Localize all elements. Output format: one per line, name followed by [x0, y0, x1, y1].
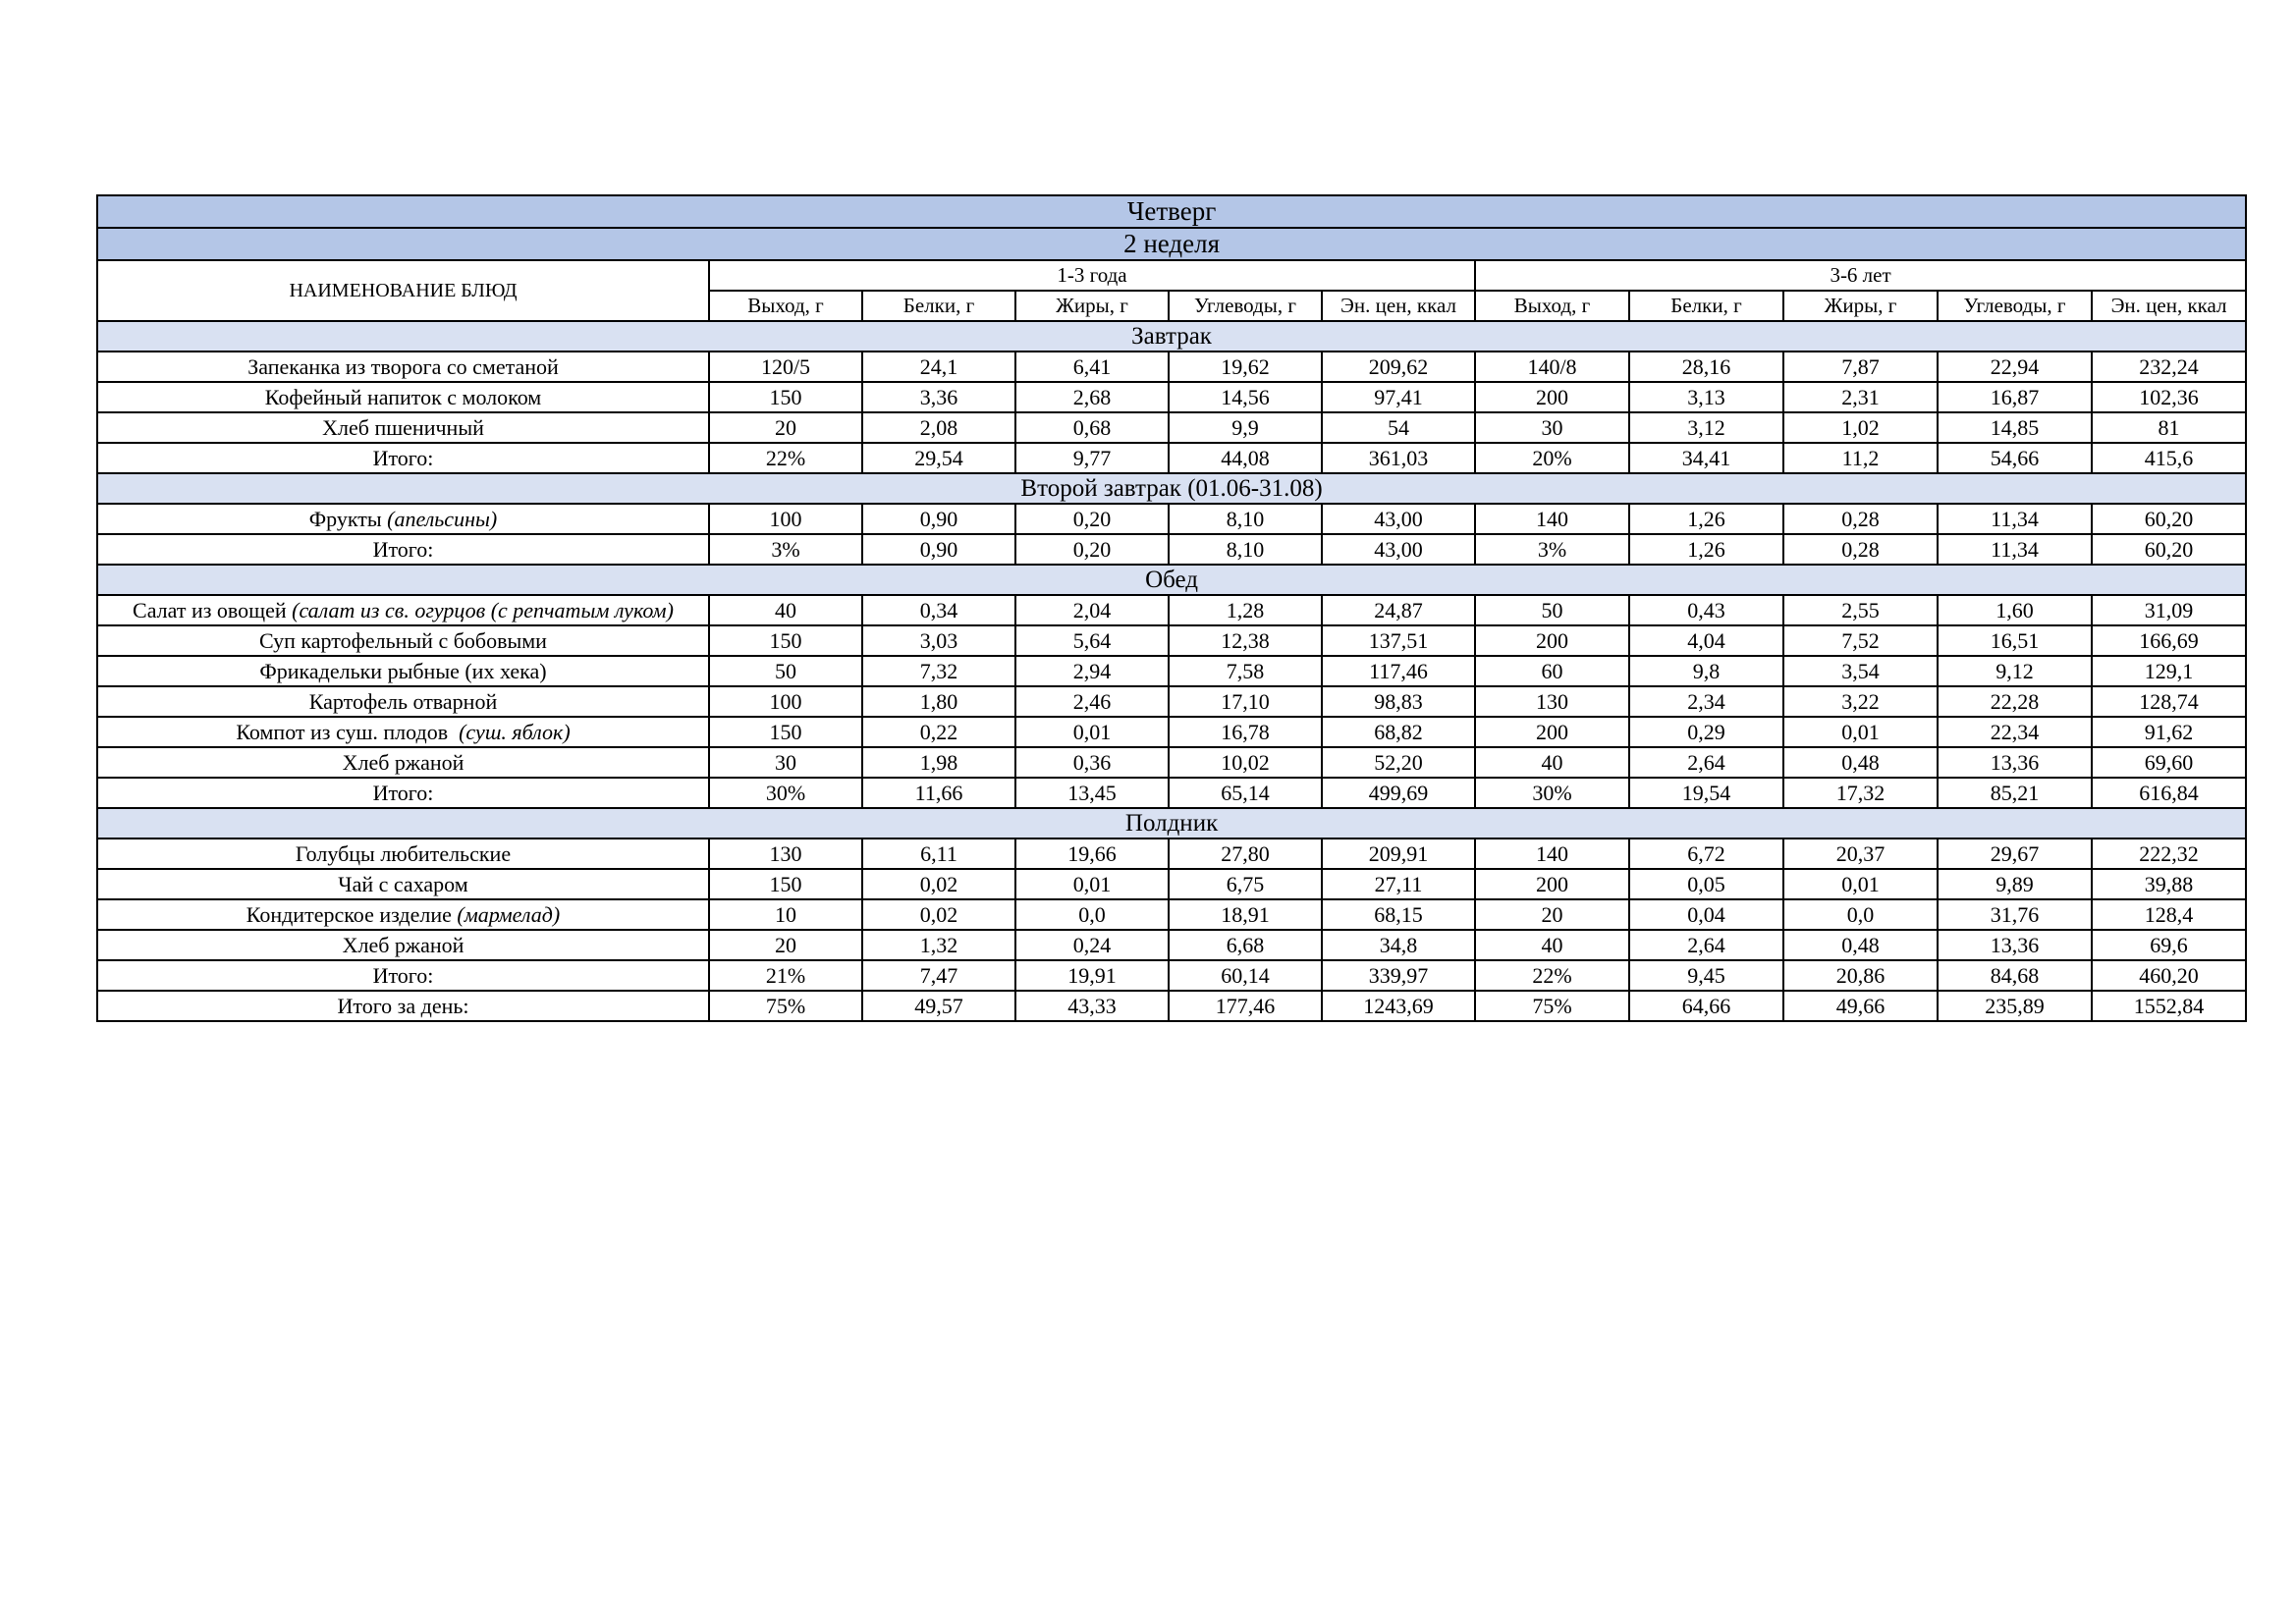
value-cell: 2,68: [1015, 382, 1169, 412]
value-cell: 11,2: [1783, 443, 1938, 473]
dish-name: Кондитерское изделие: [246, 901, 458, 927]
value-cell: 91,62: [2092, 717, 2246, 747]
dish-name-cell: [97, 747, 709, 778]
week-title: 2 неделя: [97, 228, 2246, 260]
yield-cell: 21%: [709, 960, 862, 991]
value-cell: 1,26: [1629, 504, 1783, 534]
dish-row: [97, 869, 2246, 899]
dish-row: [97, 839, 2246, 869]
subtotal-row: [97, 534, 2246, 565]
subtotal-row: [97, 778, 2246, 808]
yield-cell: 50: [709, 656, 862, 686]
value-cell: 1,98: [862, 747, 1015, 778]
subtotal-label: Итого:: [97, 534, 709, 565]
value-cell: 27,80: [1169, 839, 1322, 869]
yield-cell: 22%: [709, 443, 862, 473]
subtotal-label: Итого:: [97, 960, 709, 991]
value-cell: 39,88: [2092, 869, 2246, 899]
value-cell: 0,68: [1015, 412, 1169, 443]
yield-cell: 140: [1475, 839, 1629, 869]
value-cell: 6,75: [1169, 869, 1322, 899]
column-header-energy: Эн. цен, ккал: [1322, 291, 1475, 321]
value-cell: 8,10: [1169, 534, 1322, 565]
value-cell: 44,08: [1169, 443, 1322, 473]
value-cell: 22,94: [1938, 352, 2092, 382]
value-cell: 1,32: [862, 930, 1015, 960]
column-header-yield: Выход, г: [1475, 291, 1629, 321]
value-cell: 11,66: [862, 778, 1015, 808]
dish-note: (суш. яблок): [459, 719, 571, 744]
dish-name-header: НАИМЕНОВАНИЕ БЛЮД: [97, 260, 709, 321]
yield-cell: 200: [1475, 382, 1629, 412]
yield-cell: 140: [1475, 504, 1629, 534]
value-cell: 6,72: [1629, 839, 1783, 869]
value-cell: 27,11: [1322, 869, 1475, 899]
value-cell: 0,90: [862, 534, 1015, 565]
value-cell: 43,33: [1015, 991, 1169, 1021]
value-cell: 43,00: [1322, 504, 1475, 534]
dish-row: [97, 899, 2246, 930]
yield-cell: 20: [709, 930, 862, 960]
yield-cell: 3%: [1475, 534, 1629, 565]
value-cell: 117,46: [1322, 656, 1475, 686]
value-cell: 339,97: [1322, 960, 1475, 991]
value-cell: 6,41: [1015, 352, 1169, 382]
value-cell: 19,66: [1015, 839, 1169, 869]
section-row: [97, 321, 2246, 352]
value-cell: 0,01: [1783, 717, 1938, 747]
value-cell: 28,16: [1629, 352, 1783, 382]
value-cell: 209,62: [1322, 352, 1475, 382]
yield-cell: 40: [1475, 930, 1629, 960]
value-cell: 415,6: [2092, 443, 2246, 473]
value-cell: 235,89: [1938, 991, 2092, 1021]
day-title: Четверг: [97, 195, 2246, 228]
value-cell: 29,67: [1938, 839, 2092, 869]
value-cell: 60,20: [2092, 504, 2246, 534]
value-cell: 49,57: [862, 991, 1015, 1021]
value-cell: 0,05: [1629, 869, 1783, 899]
value-cell: 54,66: [1938, 443, 2092, 473]
value-cell: 2,55: [1783, 595, 1938, 625]
value-cell: 0,24: [1015, 930, 1169, 960]
value-cell: 11,34: [1938, 534, 2092, 565]
value-cell: 2,46: [1015, 686, 1169, 717]
value-cell: 19,91: [1015, 960, 1169, 991]
value-cell: 1,28: [1169, 595, 1322, 625]
value-cell: 9,45: [1629, 960, 1783, 991]
yield-cell: 40: [709, 595, 862, 625]
value-cell: 0,20: [1015, 534, 1169, 565]
value-cell: 0,48: [1783, 747, 1938, 778]
group-header-3-6: 3-6 лет: [1475, 260, 2246, 291]
dish-name: Фрукты: [308, 506, 388, 531]
value-cell: 43,00: [1322, 534, 1475, 565]
value-cell: 17,10: [1169, 686, 1322, 717]
value-cell: 0,0: [1783, 899, 1938, 930]
value-cell: 85,21: [1938, 778, 2092, 808]
dish-name: Хлеб ржаной: [342, 932, 465, 957]
yield-cell: 130: [1475, 686, 1629, 717]
value-cell: 13,36: [1938, 747, 2092, 778]
dish-row: [97, 382, 2246, 412]
value-cell: 31,76: [1938, 899, 2092, 930]
dish-name: Компот из суш. плодов: [236, 719, 460, 744]
dish-row: [97, 930, 2246, 960]
value-cell: 3,12: [1629, 412, 1783, 443]
dish-name: Фрикадельки рыбные (их хека): [259, 658, 547, 683]
yield-cell: 150: [709, 869, 862, 899]
value-cell: 12,38: [1169, 625, 1322, 656]
dish-name: Голубцы любительские: [295, 840, 512, 866]
value-cell: 2,94: [1015, 656, 1169, 686]
dish-row: [97, 412, 2246, 443]
value-cell: 24,87: [1322, 595, 1475, 625]
value-cell: 13,36: [1938, 930, 2092, 960]
subtotal-row: [97, 960, 2246, 991]
dish-name-cell: [97, 717, 709, 747]
value-cell: 14,56: [1169, 382, 1322, 412]
value-cell: 0,02: [862, 869, 1015, 899]
value-cell: 97,41: [1322, 382, 1475, 412]
dish-name-cell: [97, 412, 709, 443]
dish-name: Суп картофельный с бобовыми: [259, 627, 547, 653]
yield-cell: 150: [709, 625, 862, 656]
value-cell: 7,47: [862, 960, 1015, 991]
dish-row: [97, 747, 2246, 778]
menu-table: [96, 194, 2247, 1022]
dish-name: Картофель отварной: [308, 688, 498, 714]
value-cell: 0,20: [1015, 504, 1169, 534]
value-cell: 0,01: [1783, 869, 1938, 899]
value-cell: 18,91: [1169, 899, 1322, 930]
dish-name-cell: [97, 595, 709, 625]
dish-name-cell: [97, 504, 709, 534]
value-cell: 60,20: [2092, 534, 2246, 565]
value-cell: 0,43: [1629, 595, 1783, 625]
yield-cell: 200: [1475, 869, 1629, 899]
section-title: Второй завтрак (01.06-31.08): [97, 473, 2246, 504]
dish-name: Салат из овощей: [133, 597, 293, 622]
yield-cell: 150: [709, 382, 862, 412]
yield-cell: 30%: [1475, 778, 1629, 808]
value-cell: 2,04: [1015, 595, 1169, 625]
value-cell: 3,13: [1629, 382, 1783, 412]
value-cell: 0,34: [862, 595, 1015, 625]
dish-note: (салат из св. огурцов (с репчатым луком): [292, 597, 674, 622]
value-cell: 128,74: [2092, 686, 2246, 717]
value-cell: 0,48: [1783, 930, 1938, 960]
value-cell: 129,1: [2092, 656, 2246, 686]
dish-name-cell: [97, 686, 709, 717]
yield-cell: 30: [1475, 412, 1629, 443]
group-header-row: [97, 260, 2246, 291]
value-cell: 65,14: [1169, 778, 1322, 808]
column-header-energy: Эн. цен, ккал: [2092, 291, 2246, 321]
dish-row: [97, 504, 2246, 534]
value-cell: 8,10: [1169, 504, 1322, 534]
column-header-protein: Белки, г: [1629, 291, 1783, 321]
section-row: [97, 473, 2246, 504]
value-cell: 460,20: [2092, 960, 2246, 991]
value-cell: 22,34: [1938, 717, 2092, 747]
value-cell: 3,54: [1783, 656, 1938, 686]
value-cell: 34,8: [1322, 930, 1475, 960]
value-cell: 209,91: [1322, 839, 1475, 869]
group-header-1-3: 1-3 года: [709, 260, 1475, 291]
value-cell: 3,03: [862, 625, 1015, 656]
yield-cell: 130: [709, 839, 862, 869]
column-header-fat: Жиры, г: [1015, 291, 1169, 321]
value-cell: 9,8: [1629, 656, 1783, 686]
value-cell: 84,68: [1938, 960, 2092, 991]
value-cell: 7,87: [1783, 352, 1938, 382]
value-cell: 0,01: [1015, 869, 1169, 899]
value-cell: 2,34: [1629, 686, 1783, 717]
dish-name-cell: [97, 352, 709, 382]
value-cell: 137,51: [1322, 625, 1475, 656]
value-cell: 0,29: [1629, 717, 1783, 747]
dish-row: [97, 625, 2246, 656]
value-cell: 0,01: [1015, 717, 1169, 747]
value-cell: 19,54: [1629, 778, 1783, 808]
value-cell: 16,51: [1938, 625, 2092, 656]
value-cell: 2,64: [1629, 930, 1783, 960]
value-cell: 16,87: [1938, 382, 2092, 412]
value-cell: 0,90: [862, 504, 1015, 534]
dish-name-cell: [97, 839, 709, 869]
section-title: Завтрак: [97, 321, 2246, 352]
yield-cell: 30%: [709, 778, 862, 808]
value-cell: 2,08: [862, 412, 1015, 443]
value-cell: 9,9: [1169, 412, 1322, 443]
section-title: Полдник: [97, 808, 2246, 839]
dish-name: Хлеб ржаной: [342, 749, 465, 775]
dish-name: Хлеб пшеничный: [322, 414, 484, 440]
value-cell: 177,46: [1169, 991, 1322, 1021]
value-cell: 29,54: [862, 443, 1015, 473]
value-cell: 98,83: [1322, 686, 1475, 717]
dish-row: [97, 717, 2246, 747]
column-header-yield: Выход, г: [709, 291, 862, 321]
dish-name: Кофейный напиток с молоком: [264, 384, 542, 409]
value-cell: 0,04: [1629, 899, 1783, 930]
dish-name-cell: [97, 930, 709, 960]
value-cell: 20,37: [1783, 839, 1938, 869]
yield-cell: 40: [1475, 747, 1629, 778]
value-cell: 17,32: [1783, 778, 1938, 808]
value-cell: 31,09: [2092, 595, 2246, 625]
menu-body: [97, 321, 2246, 1021]
dish-name-cell: [97, 625, 709, 656]
dish-name-cell: [97, 382, 709, 412]
value-cell: 60,14: [1169, 960, 1322, 991]
value-cell: 1243,69: [1322, 991, 1475, 1021]
value-cell: 361,03: [1322, 443, 1475, 473]
value-cell: 20,86: [1783, 960, 1938, 991]
yield-cell: 100: [709, 504, 862, 534]
value-cell: 54: [1322, 412, 1475, 443]
yield-cell: 75%: [1475, 991, 1629, 1021]
value-cell: 6,68: [1169, 930, 1322, 960]
dish-note: (мармелад): [457, 901, 561, 927]
column-header-fat: Жиры, г: [1783, 291, 1938, 321]
value-cell: 128,4: [2092, 899, 2246, 930]
value-cell: 0,36: [1015, 747, 1169, 778]
subtotal-label: Итого:: [97, 443, 709, 473]
value-cell: 16,78: [1169, 717, 1322, 747]
column-header-carbs: Углеводы, г: [1169, 291, 1322, 321]
value-cell: 9,77: [1015, 443, 1169, 473]
value-cell: 1,02: [1783, 412, 1938, 443]
value-cell: 232,24: [2092, 352, 2246, 382]
value-cell: 2,31: [1783, 382, 1938, 412]
column-header-carbs: Углеводы, г: [1938, 291, 2092, 321]
value-cell: 49,66: [1783, 991, 1938, 1021]
value-cell: 2,64: [1629, 747, 1783, 778]
dish-name-cell: [97, 869, 709, 899]
value-cell: 9,12: [1938, 656, 2092, 686]
title-row: [97, 195, 2246, 228]
section-title: Обед: [97, 565, 2246, 595]
value-cell: 69,6: [2092, 930, 2246, 960]
value-cell: 616,84: [2092, 778, 2246, 808]
dish-row: [97, 686, 2246, 717]
value-cell: 0,0: [1015, 899, 1169, 930]
yield-cell: 150: [709, 717, 862, 747]
value-cell: 6,11: [862, 839, 1015, 869]
value-cell: 52,20: [1322, 747, 1475, 778]
yield-cell: 100: [709, 686, 862, 717]
value-cell: 0,02: [862, 899, 1015, 930]
yield-cell: 75%: [709, 991, 862, 1021]
value-cell: 81: [2092, 412, 2246, 443]
value-cell: 4,04: [1629, 625, 1783, 656]
dish-note: (апельсины): [387, 506, 498, 531]
value-cell: 9,89: [1938, 869, 2092, 899]
value-cell: 22,28: [1938, 686, 2092, 717]
yield-cell: 20%: [1475, 443, 1629, 473]
dish-row: [97, 656, 2246, 686]
yield-cell: 30: [709, 747, 862, 778]
value-cell: 3,36: [862, 382, 1015, 412]
value-cell: 1,26: [1629, 534, 1783, 565]
value-cell: 68,15: [1322, 899, 1475, 930]
day-total-row: [97, 991, 2246, 1021]
value-cell: 69,60: [2092, 747, 2246, 778]
yield-cell: 20: [709, 412, 862, 443]
value-cell: 3,22: [1783, 686, 1938, 717]
value-cell: 11,34: [1938, 504, 2092, 534]
subtotal-row: [97, 443, 2246, 473]
dish-name: Запеканка из творога со сметаной: [247, 353, 559, 379]
value-cell: 7,52: [1783, 625, 1938, 656]
value-cell: 5,64: [1015, 625, 1169, 656]
yield-cell: 200: [1475, 625, 1629, 656]
dish-name-cell: [97, 656, 709, 686]
dish-name: Чай с сахаром: [338, 871, 468, 896]
value-cell: 1552,84: [2092, 991, 2246, 1021]
subtotal-label: Итого:: [97, 778, 709, 808]
section-row: [97, 808, 2246, 839]
yield-cell: 140/8: [1475, 352, 1629, 382]
yield-cell: 50: [1475, 595, 1629, 625]
yield-cell: 60: [1475, 656, 1629, 686]
yield-cell: 22%: [1475, 960, 1629, 991]
value-cell: 64,66: [1629, 991, 1783, 1021]
value-cell: 7,32: [862, 656, 1015, 686]
dish-row: [97, 595, 2246, 625]
value-cell: 7,58: [1169, 656, 1322, 686]
value-cell: 0,28: [1783, 504, 1938, 534]
dish-row: [97, 352, 2246, 382]
yield-cell: 20: [1475, 899, 1629, 930]
value-cell: 13,45: [1015, 778, 1169, 808]
value-cell: 34,41: [1629, 443, 1783, 473]
value-cell: 222,32: [2092, 839, 2246, 869]
value-cell: 19,62: [1169, 352, 1322, 382]
value-cell: 102,36: [2092, 382, 2246, 412]
yield-cell: 3%: [709, 534, 862, 565]
yield-cell: 200: [1475, 717, 1629, 747]
value-cell: 68,82: [1322, 717, 1475, 747]
yield-cell: 120/5: [709, 352, 862, 382]
value-cell: 0,28: [1783, 534, 1938, 565]
value-cell: 166,69: [2092, 625, 2246, 656]
dish-name-cell: [97, 899, 709, 930]
value-cell: 499,69: [1322, 778, 1475, 808]
column-header-protein: Белки, г: [862, 291, 1015, 321]
value-cell: 10,02: [1169, 747, 1322, 778]
value-cell: 1,80: [862, 686, 1015, 717]
day-total-label: Итого за день:: [97, 991, 709, 1021]
value-cell: 1,60: [1938, 595, 2092, 625]
value-cell: 0,22: [862, 717, 1015, 747]
week-row: [97, 228, 2246, 260]
value-cell: 14,85: [1938, 412, 2092, 443]
value-cell: 24,1: [862, 352, 1015, 382]
section-row: [97, 565, 2246, 595]
yield-cell: 10: [709, 899, 862, 930]
